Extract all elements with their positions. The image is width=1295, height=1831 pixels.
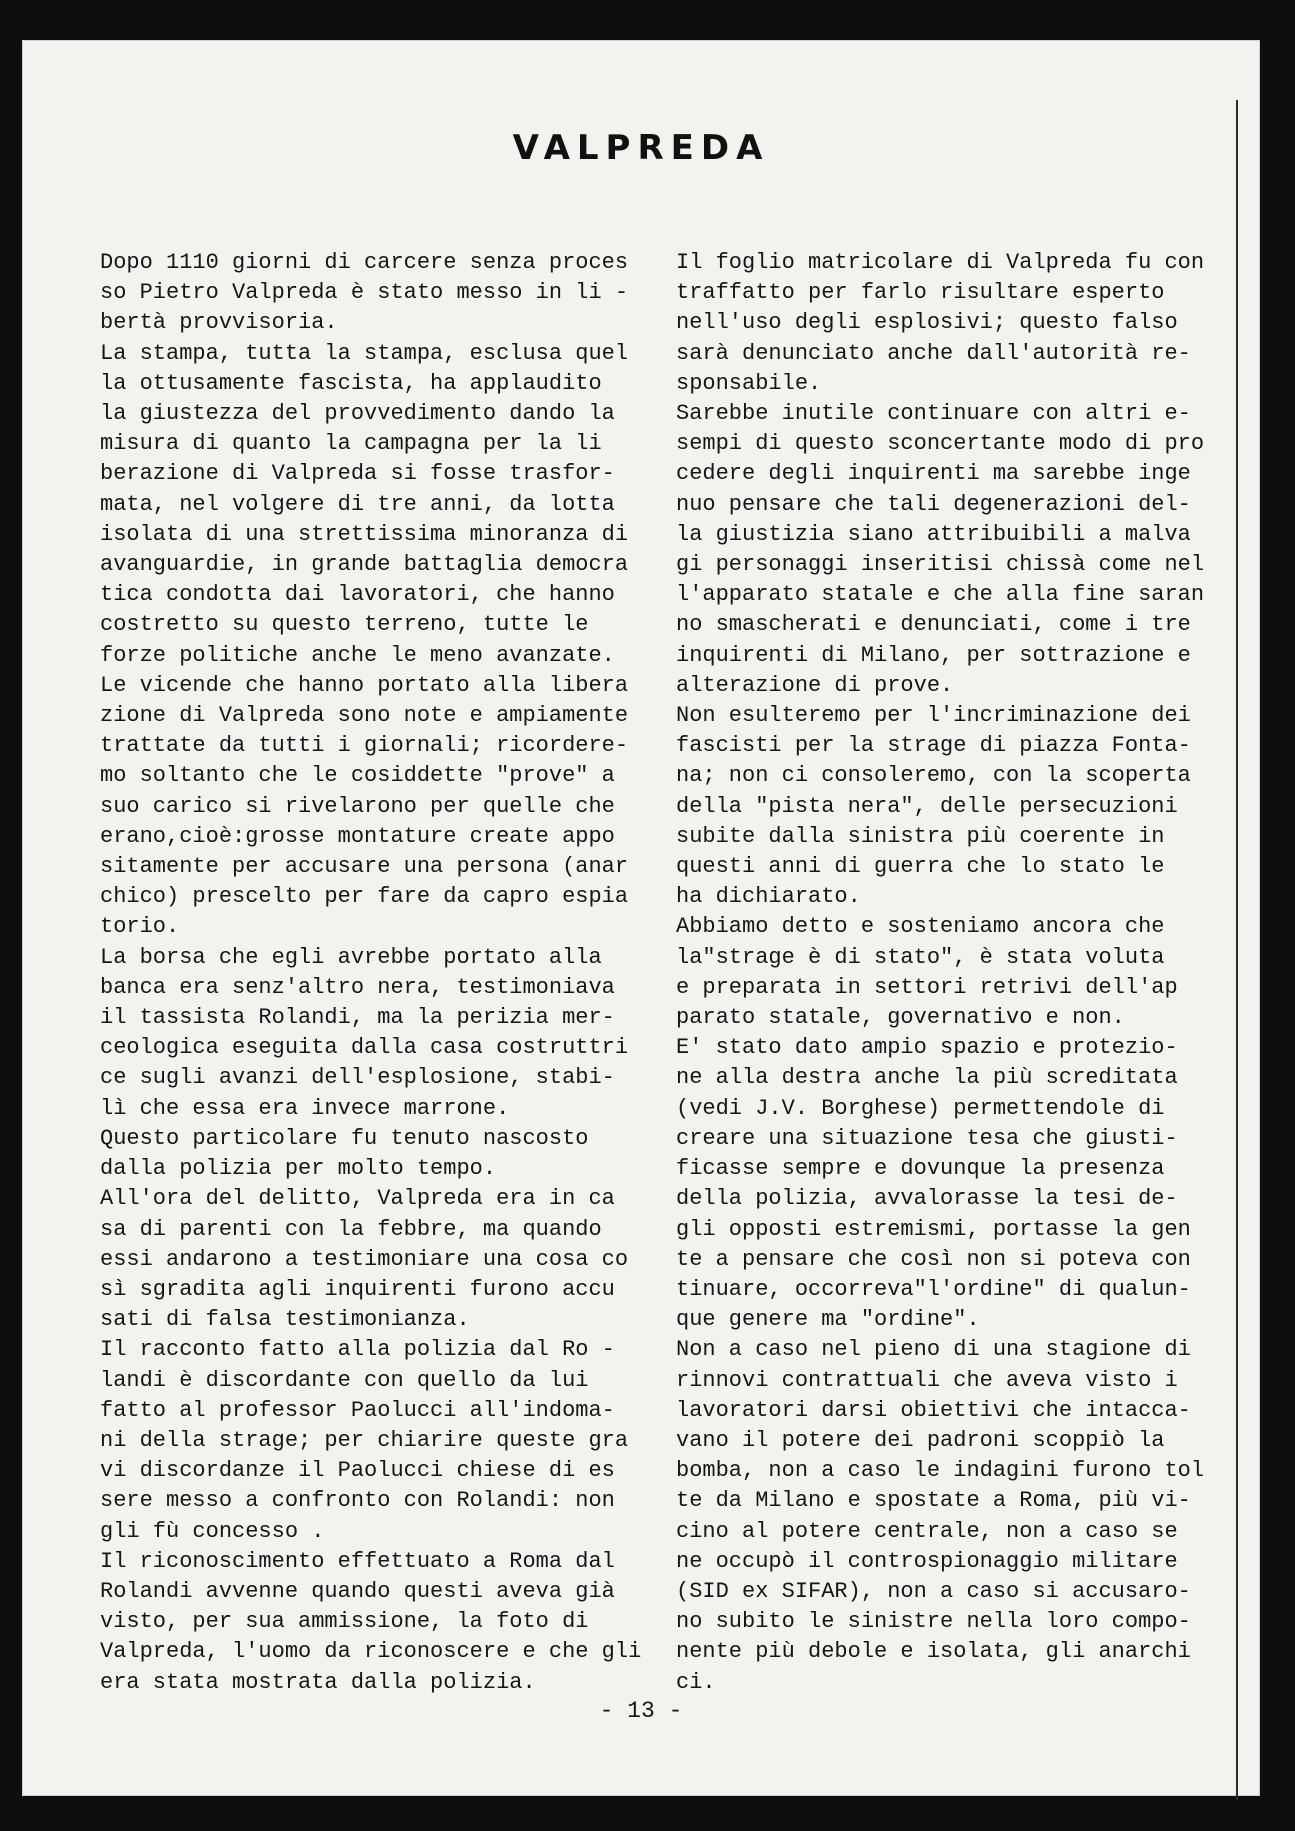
text-line: la ottusamente fascista, ha applaudito <box>100 370 602 396</box>
text-line: Non a caso nel pieno di una stagione di <box>676 1337 1191 1363</box>
text-line: costretto su questo terreno, tutte le <box>100 612 589 638</box>
text-line: ce sugli avanzi dell'esplosione, stabi- <box>100 1065 615 1091</box>
text-line: so Pietro Valpreda è stato messo in li - <box>100 280 629 306</box>
text-line: rinnovi contrattuali che aveva visto i <box>676 1367 1178 1393</box>
text-line: na; non ci consoleremo, con la scoperta <box>676 763 1191 789</box>
text-line: Questo particolare fu tenuto nascosto <box>100 1125 589 1151</box>
text-line: della "pista nera", delle persecuzioni <box>676 793 1178 819</box>
text-line: lavoratori darsi obiettivi che intacca- <box>676 1397 1191 1423</box>
document-page <box>22 40 1260 1796</box>
text-line: chico) prescelto per fare da capro espia <box>100 884 629 910</box>
text-line: sa di parenti con la febbre, ma quando <box>100 1216 602 1242</box>
text-line: isolata di una strettissima minoranza di <box>100 521 629 547</box>
article-title: VALPREDA <box>512 128 770 168</box>
text-line: l'apparato statale e che alla fine saran <box>676 582 1205 608</box>
text-line: Non esulteremo per l'incriminazione dei <box>676 703 1191 729</box>
text-line: creare una situazione tesa che giusti- <box>676 1125 1178 1151</box>
text-line: sati di falsa testimonianza. <box>100 1307 470 1333</box>
text-line: sponsabile. <box>676 370 822 396</box>
text-line: sì sgradita agli inquirenti furono accu <box>100 1276 615 1302</box>
text-line: ne alla destra anche la più screditata <box>676 1065 1178 1091</box>
text-line: tica condotta dai lavoratori, che hanno <box>100 582 615 608</box>
text-line: inquirenti di Milano, per sottrazione e <box>676 642 1191 668</box>
text-line: te a pensare che così non si poteva con <box>676 1246 1191 1272</box>
text-line: ceologica eseguita dalla casa costruttri <box>100 1035 629 1061</box>
text-line: tinuare, occorreva"l'ordine" di qualun- <box>676 1276 1191 1302</box>
text-line: visto, per sua ammissione, la foto di <box>100 1609 589 1635</box>
page-number: - 13 - <box>599 1698 683 1724</box>
text-line: sarà denunciato anche dall'autorità re- <box>676 340 1191 366</box>
text-line: dalla polizia per molto tempo. <box>100 1156 497 1182</box>
text-line: Il riconoscimento effettuato a Roma dal <box>100 1548 615 1574</box>
text-line: nell'uso degli esplosivi; questo falso <box>676 310 1178 336</box>
text-line: erano,cioè:grosse montature create appo <box>100 823 615 849</box>
text-line: subite dalla sinistra più coerente in <box>676 823 1165 849</box>
text-line: forze politiche anche le meno avanzate. <box>100 642 615 668</box>
text-line: nente più debole e isolata, gli anarchi <box>676 1639 1191 1665</box>
text-line: fascisti per la strage di piazza Fonta- <box>676 733 1191 759</box>
text-line: ha dichiarato. <box>676 884 861 910</box>
text-line: torio. <box>100 914 180 940</box>
text-line: mo soltanto che le cosiddette "prove" a <box>100 763 615 789</box>
text-line: vi discordanze il Paolucci chiese di es <box>100 1458 615 1484</box>
text-line: landi è discordante con quello da lui <box>100 1367 589 1393</box>
text-line: era stata mostrata dalla polizia. <box>100 1669 536 1695</box>
text-line: no subito le sinistre nella loro compo- <box>676 1609 1191 1635</box>
text-line: la giustizia siano attribuibili a malva <box>676 521 1191 547</box>
text-line: cino al potere centrale, non a caso se <box>676 1518 1178 1544</box>
text-line: E' stato dato ampio spazio e protezio- <box>676 1035 1178 1061</box>
text-line: ficasse sempre e dovunque la presenza <box>676 1156 1165 1182</box>
text-line: cedere degli inquirenti ma sarebbe inge <box>676 461 1191 487</box>
text-line: bertà provvisoria. <box>100 310 338 336</box>
text-line: All'ora del delitto, Valpreda era in ca <box>100 1186 615 1212</box>
text-line: la giustezza del provvedimento dando la <box>100 401 615 427</box>
text-line: Le vicende che hanno portato alla libera <box>100 672 629 698</box>
text-line: gli fù concesso . <box>100 1518 325 1544</box>
text-line: ni della strage; per chiarire queste gra <box>100 1427 629 1453</box>
text-line: Rolandi avvenne quando questi aveva già <box>100 1578 615 1604</box>
text-line: que genere ma "ordine". <box>676 1307 980 1333</box>
text-line: Il racconto fatto alla polizia dal Ro - <box>100 1337 615 1363</box>
text-line: parato statale, governativo e non. <box>676 1005 1125 1031</box>
text-line: berazione di Valpreda si fosse trasfor- <box>100 461 615 487</box>
text-line: vano il potere dei padroni scoppiò la <box>676 1427 1165 1453</box>
text-line: sempi di questo sconcertante modo di pro <box>676 431 1205 457</box>
text-line: trattate da tutti i giornali; ricordere- <box>100 733 629 759</box>
text-line: sere messo a confronto con Rolandi: non <box>100 1488 615 1514</box>
text-line: zione di Valpreda sono note e ampiamente <box>100 703 629 729</box>
text-line: La borsa che egli avrebbe portato alla <box>100 944 602 970</box>
text-line: gli opposti estremismi, portasse la gen <box>676 1216 1191 1242</box>
text-line: Il foglio matricolare di Valpreda fu con <box>676 250 1205 275</box>
text-line: bomba, non a caso le indagini furono tol <box>676 1458 1205 1484</box>
text-line: (vedi J.V. Borghese) permettendole di <box>676 1095 1165 1121</box>
text-line: fatto al professor Paolucci all'indoma- <box>100 1397 615 1423</box>
text-line: banca era senz'altro nera, testimoniava <box>100 974 615 1000</box>
right-column <box>676 248 1216 1698</box>
text-line: misura di quanto la campagna per la li <box>100 431 602 457</box>
left-column <box>100 248 642 1698</box>
text-line: Abbiamo detto e sosteniamo ancora che <box>676 914 1165 940</box>
text-line: avanguardie, in grande battaglia democra <box>100 552 629 578</box>
text-line: lì che essa era invece marrone. <box>100 1095 510 1121</box>
text-line: gi personaggi inseritisi chissà come nel <box>676 552 1205 578</box>
text-line: te da Milano e spostate a Roma, più vi- <box>676 1488 1191 1514</box>
text-line: la"strage è di stato", è stata voluta <box>676 944 1165 970</box>
text-line: La stampa, tutta la stampa, esclusa quel <box>100 340 629 366</box>
text-line: ci. <box>676 1669 716 1695</box>
text-line: il tassista Rolandi, ma la perizia mer- <box>100 1005 615 1031</box>
text-line: Valpreda, l'uomo da riconoscere e che gli <box>100 1639 642 1665</box>
text-line: sitamente per accusare una persona (anar <box>100 854 629 880</box>
text-line: nuo pensare che tali degenerazioni del- <box>676 491 1191 517</box>
text-line: e preparata in settori retrivi dell'ap <box>676 974 1178 1000</box>
text-line: ne occupò il controspionaggio militare <box>676 1548 1178 1574</box>
text-line: mata, nel volgere di tre anni, da lotta <box>100 491 615 517</box>
text-line: Sarebbe inutile continuare con altri e- <box>676 401 1191 427</box>
text-line: essi andarono a testimoniare una cosa co <box>100 1246 629 1272</box>
text-line: alterazione di prove. <box>676 672 954 698</box>
text-line: della polizia, avvalorasse la tesi de- <box>676 1186 1178 1212</box>
text-line: (SID ex SIFAR), non a caso si accusaro- <box>676 1578 1191 1604</box>
text-line: no smascherati e denunciati, come i tre <box>676 612 1191 638</box>
text-line: questi anni di guerra che lo stato le <box>676 854 1165 880</box>
text-line: suo carico si rivelarono per quelle che <box>100 793 615 819</box>
text-line: Dopo 1110 giorni di carcere senza proces <box>100 250 629 275</box>
text-line: traffatto per farlo risultare esperto <box>676 280 1165 306</box>
binder-edge <box>1236 100 1238 1800</box>
